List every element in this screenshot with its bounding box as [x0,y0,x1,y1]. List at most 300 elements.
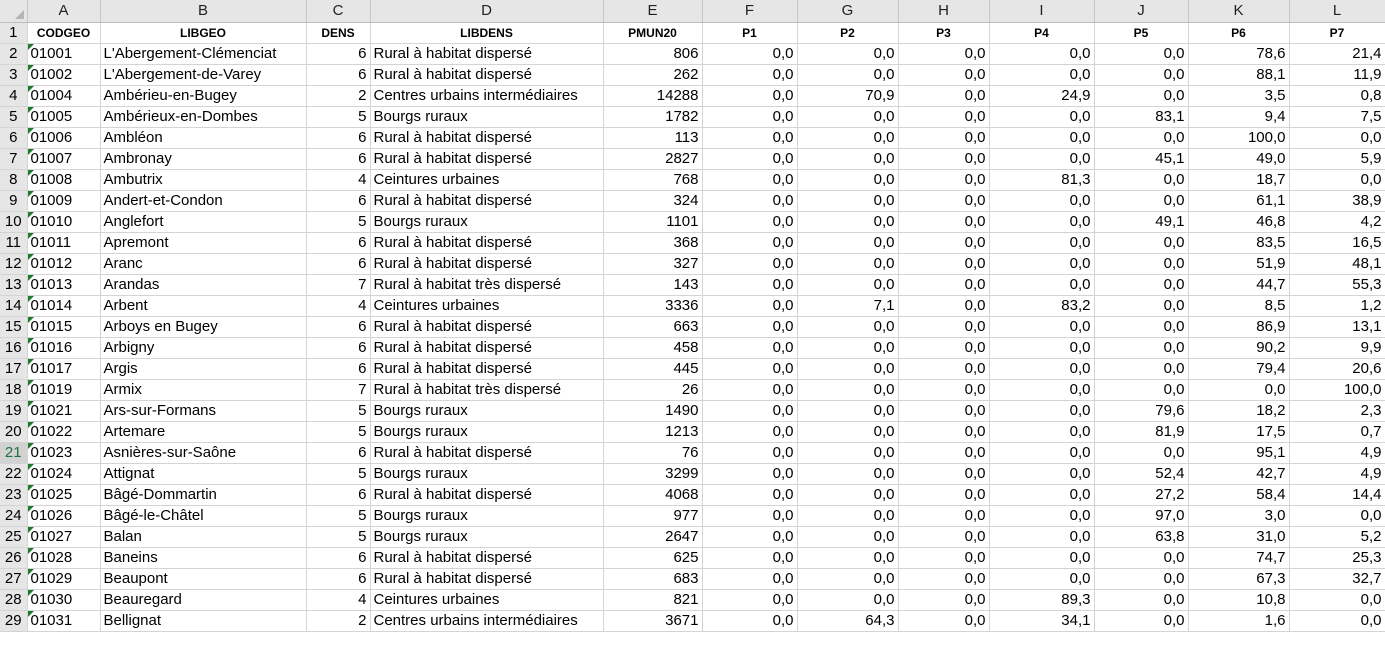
cell-dens[interactable]: 5 [306,505,370,526]
cell-libgeo[interactable]: Arboys en Bugey [100,316,306,337]
cell-p4[interactable]: 0,0 [989,484,1094,505]
cell-codgeo[interactable]: 01014 [27,295,100,316]
cell-codgeo[interactable]: 01004 [27,85,100,106]
header-cell-codgeo[interactable]: CODGEO [27,22,100,43]
cell-p2[interactable]: 0,0 [797,568,898,589]
row-header[interactable]: 24 [0,505,27,526]
cell-p3[interactable]: 0,0 [898,610,989,631]
cell-p2[interactable]: 0,0 [797,442,898,463]
header-cell-p3[interactable]: P3 [898,22,989,43]
cell-p7[interactable]: 0,0 [1289,169,1385,190]
cell-p7[interactable]: 7,5 [1289,106,1385,127]
cell-dens[interactable]: 2 [306,85,370,106]
cell-libdens[interactable]: Rural à habitat dispersé [370,127,603,148]
row-header[interactable]: 8 [0,169,27,190]
cell-p7[interactable]: 55,3 [1289,274,1385,295]
cell-dens[interactable]: 6 [306,43,370,64]
cell-p7[interactable]: 4,9 [1289,442,1385,463]
cell-p5[interactable]: 0,0 [1094,169,1188,190]
cell-p2[interactable]: 0,0 [797,190,898,211]
cell-libgeo[interactable]: Apremont [100,232,306,253]
cell-p3[interactable]: 0,0 [898,358,989,379]
row-header[interactable]: 27 [0,568,27,589]
cell-dens[interactable]: 6 [306,337,370,358]
cell-libgeo[interactable]: Asnières-sur-Saône [100,442,306,463]
cell-pmun20[interactable]: 1490 [603,400,702,421]
cell-p4[interactable]: 0,0 [989,316,1094,337]
cell-p2[interactable]: 0,0 [797,337,898,358]
cell-p7[interactable]: 0,0 [1289,589,1385,610]
cell-p7[interactable]: 16,5 [1289,232,1385,253]
cell-dens[interactable]: 5 [306,211,370,232]
cell-p4[interactable]: 83,2 [989,295,1094,316]
cell-p2[interactable]: 0,0 [797,106,898,127]
header-cell-p7[interactable]: P7 [1289,22,1385,43]
cell-p5[interactable]: 83,1 [1094,106,1188,127]
cell-p2[interactable]: 0,0 [797,64,898,85]
cell-dens[interactable]: 7 [306,274,370,295]
cell-p3[interactable]: 0,0 [898,484,989,505]
cell-libdens[interactable]: Rural à habitat dispersé [370,43,603,64]
cell-p1[interactable]: 0,0 [702,85,797,106]
cell-pmun20[interactable]: 368 [603,232,702,253]
cell-libdens[interactable]: Centres urbains intermédiaires [370,610,603,631]
cell-p6[interactable]: 42,7 [1188,463,1289,484]
cell-p1[interactable]: 0,0 [702,148,797,169]
cell-p1[interactable]: 0,0 [702,253,797,274]
cell-p3[interactable]: 0,0 [898,232,989,253]
cell-codgeo[interactable]: 01006 [27,127,100,148]
header-cell-p4[interactable]: P4 [989,22,1094,43]
cell-p3[interactable]: 0,0 [898,127,989,148]
cell-p1[interactable]: 0,0 [702,316,797,337]
cell-p4[interactable]: 0,0 [989,337,1094,358]
cell-p4[interactable]: 0,0 [989,379,1094,400]
cell-p3[interactable]: 0,0 [898,106,989,127]
cell-p1[interactable]: 0,0 [702,463,797,484]
row-header[interactable]: 14 [0,295,27,316]
cell-p4[interactable]: 0,0 [989,127,1094,148]
cell-codgeo[interactable]: 01021 [27,400,100,421]
cell-p1[interactable]: 0,0 [702,505,797,526]
cell-pmun20[interactable]: 663 [603,316,702,337]
cell-p7[interactable]: 5,2 [1289,526,1385,547]
cell-p6[interactable]: 17,5 [1188,421,1289,442]
row-header[interactable]: 20 [0,421,27,442]
column-header-d[interactable]: D [370,0,603,22]
row-header[interactable]: 23 [0,484,27,505]
cell-codgeo[interactable]: 01026 [27,505,100,526]
cell-p2[interactable]: 0,0 [797,400,898,421]
cell-libdens[interactable]: Bourgs ruraux [370,211,603,232]
cell-p3[interactable]: 0,0 [898,274,989,295]
cell-libdens[interactable]: Rural à habitat dispersé [370,253,603,274]
cell-p6[interactable]: 3,0 [1188,505,1289,526]
cell-dens[interactable]: 5 [306,106,370,127]
cell-p6[interactable]: 79,4 [1188,358,1289,379]
header-cell-p5[interactable]: P5 [1094,22,1188,43]
cell-p3[interactable]: 0,0 [898,211,989,232]
cell-p4[interactable]: 0,0 [989,526,1094,547]
row-header[interactable]: 5 [0,106,27,127]
cell-p5[interactable]: 0,0 [1094,64,1188,85]
cell-p3[interactable]: 0,0 [898,421,989,442]
cell-p4[interactable]: 0,0 [989,190,1094,211]
cell-p1[interactable]: 0,0 [702,43,797,64]
cell-p2[interactable]: 0,0 [797,211,898,232]
cell-dens[interactable]: 6 [306,484,370,505]
cell-p2[interactable]: 0,0 [797,274,898,295]
cell-libgeo[interactable]: Ambutrix [100,169,306,190]
cell-p6[interactable]: 86,9 [1188,316,1289,337]
column-header-a[interactable]: A [27,0,100,22]
cell-p7[interactable]: 25,3 [1289,547,1385,568]
cell-libgeo[interactable]: Beauregard [100,589,306,610]
row-header[interactable]: 22 [0,463,27,484]
cell-pmun20[interactable]: 113 [603,127,702,148]
cell-dens[interactable]: 6 [306,190,370,211]
cell-dens[interactable]: 5 [306,463,370,484]
cell-libdens[interactable]: Rural à habitat dispersé [370,484,603,505]
row-header[interactable]: 16 [0,337,27,358]
cell-p4[interactable]: 0,0 [989,505,1094,526]
cell-dens[interactable]: 4 [306,169,370,190]
cell-p6[interactable]: 51,9 [1188,253,1289,274]
cell-pmun20[interactable]: 445 [603,358,702,379]
cell-p2[interactable]: 0,0 [797,316,898,337]
row-header[interactable]: 1 [0,22,27,43]
cell-p1[interactable]: 0,0 [702,379,797,400]
cell-dens[interactable]: 6 [306,148,370,169]
cell-pmun20[interactable]: 977 [603,505,702,526]
cell-p7[interactable]: 0,0 [1289,610,1385,631]
cell-p5[interactable]: 0,0 [1094,358,1188,379]
cell-p6[interactable]: 1,6 [1188,610,1289,631]
row-header[interactable]: 28 [0,589,27,610]
cell-libgeo[interactable]: Attignat [100,463,306,484]
cell-p6[interactable]: 8,5 [1188,295,1289,316]
column-header-h[interactable]: H [898,0,989,22]
cell-p4[interactable]: 0,0 [989,400,1094,421]
row-header[interactable]: 19 [0,400,27,421]
cell-p2[interactable]: 0,0 [797,379,898,400]
cell-dens[interactable]: 6 [306,547,370,568]
cell-p1[interactable]: 0,0 [702,211,797,232]
cell-p6[interactable]: 31,0 [1188,526,1289,547]
cell-libgeo[interactable]: Bellignat [100,610,306,631]
row-header[interactable]: 6 [0,127,27,148]
cell-p2[interactable]: 0,0 [797,589,898,610]
cell-libgeo[interactable]: Argis [100,358,306,379]
cell-p5[interactable]: 0,0 [1094,85,1188,106]
cell-p4[interactable]: 0,0 [989,232,1094,253]
cell-p6[interactable]: 0,0 [1188,379,1289,400]
cell-libgeo[interactable]: L'Abergement-Clémenciat [100,43,306,64]
cell-p1[interactable]: 0,0 [702,274,797,295]
cell-dens[interactable]: 7 [306,379,370,400]
cell-p7[interactable]: 13,1 [1289,316,1385,337]
cell-libgeo[interactable]: L'Abergement-de-Varey [100,64,306,85]
cell-p6[interactable]: 58,4 [1188,484,1289,505]
cell-libgeo[interactable]: Artemare [100,421,306,442]
cell-p3[interactable]: 0,0 [898,43,989,64]
cell-p6[interactable]: 83,5 [1188,232,1289,253]
column-header-c[interactable]: C [306,0,370,22]
cell-libdens[interactable]: Bourgs ruraux [370,526,603,547]
row-header[interactable]: 29 [0,610,27,631]
cell-pmun20[interactable]: 2827 [603,148,702,169]
cell-p5[interactable]: 0,0 [1094,274,1188,295]
cell-libgeo[interactable]: Aranc [100,253,306,274]
cell-p6[interactable]: 49,0 [1188,148,1289,169]
cell-libdens[interactable]: Ceintures urbaines [370,589,603,610]
cell-p6[interactable]: 88,1 [1188,64,1289,85]
cell-p5[interactable]: 81,9 [1094,421,1188,442]
cell-pmun20[interactable]: 806 [603,43,702,64]
cell-p6[interactable]: 95,1 [1188,442,1289,463]
row-header[interactable]: 26 [0,547,27,568]
cell-p1[interactable]: 0,0 [702,610,797,631]
cell-libgeo[interactable]: Ambérieux-en-Dombes [100,106,306,127]
cell-codgeo[interactable]: 01011 [27,232,100,253]
cell-dens[interactable]: 4 [306,589,370,610]
row-header[interactable]: 21 [0,442,27,463]
cell-p3[interactable]: 0,0 [898,253,989,274]
row-header[interactable]: 15 [0,316,27,337]
cell-libdens[interactable]: Rural à habitat dispersé [370,232,603,253]
cell-p3[interactable]: 0,0 [898,400,989,421]
row-header[interactable]: 18 [0,379,27,400]
header-cell-p2[interactable]: P2 [797,22,898,43]
cell-p5[interactable]: 0,0 [1094,379,1188,400]
cell-pmun20[interactable]: 143 [603,274,702,295]
cell-libdens[interactable]: Rural à habitat dispersé [370,547,603,568]
cell-p1[interactable]: 0,0 [702,295,797,316]
cell-pmun20[interactable]: 1213 [603,421,702,442]
cell-p4[interactable]: 0,0 [989,421,1094,442]
cell-libdens[interactable]: Rural à habitat très dispersé [370,274,603,295]
cell-pmun20[interactable]: 4068 [603,484,702,505]
row-header[interactable]: 3 [0,64,27,85]
cell-pmun20[interactable]: 2647 [603,526,702,547]
cell-pmun20[interactable]: 768 [603,169,702,190]
cell-libdens[interactable]: Rural à habitat dispersé [370,148,603,169]
row-header[interactable]: 17 [0,358,27,379]
cell-p4[interactable]: 0,0 [989,547,1094,568]
cell-p1[interactable]: 0,0 [702,358,797,379]
cell-pmun20[interactable]: 1101 [603,211,702,232]
cell-p2[interactable]: 0,0 [797,463,898,484]
cell-codgeo[interactable]: 01002 [27,64,100,85]
cell-libdens[interactable]: Bourgs ruraux [370,106,603,127]
cell-p7[interactable]: 0,0 [1289,505,1385,526]
cell-p1[interactable]: 0,0 [702,589,797,610]
row-header[interactable]: 2 [0,43,27,64]
cell-dens[interactable]: 6 [306,232,370,253]
cell-p5[interactable]: 0,0 [1094,295,1188,316]
cell-p1[interactable]: 0,0 [702,400,797,421]
cell-pmun20[interactable]: 14288 [603,85,702,106]
cell-libdens[interactable]: Rural à habitat dispersé [370,337,603,358]
select-all-corner[interactable] [0,0,27,22]
cell-p2[interactable]: 0,0 [797,547,898,568]
cell-libdens[interactable]: Bourgs ruraux [370,463,603,484]
cell-p5[interactable]: 0,0 [1094,127,1188,148]
cell-p4[interactable]: 0,0 [989,274,1094,295]
cell-p2[interactable]: 0,0 [797,253,898,274]
cell-p4[interactable]: 0,0 [989,442,1094,463]
cell-p1[interactable]: 0,0 [702,337,797,358]
cell-p2[interactable]: 0,0 [797,505,898,526]
cell-codgeo[interactable]: 01024 [27,463,100,484]
cell-codgeo[interactable]: 01005 [27,106,100,127]
cell-p7[interactable]: 21,4 [1289,43,1385,64]
cell-p5[interactable]: 0,0 [1094,316,1188,337]
cell-codgeo[interactable]: 01027 [27,526,100,547]
cell-libgeo[interactable]: Arbigny [100,337,306,358]
cell-p7[interactable]: 11,9 [1289,64,1385,85]
cell-dens[interactable]: 5 [306,526,370,547]
cell-p2[interactable]: 0,0 [797,526,898,547]
cell-p2[interactable]: 70,9 [797,85,898,106]
cell-pmun20[interactable]: 625 [603,547,702,568]
column-header-g[interactable]: G [797,0,898,22]
cell-codgeo[interactable]: 01028 [27,547,100,568]
cell-p1[interactable]: 0,0 [702,106,797,127]
cell-libdens[interactable]: Bourgs ruraux [370,421,603,442]
cell-pmun20[interactable]: 76 [603,442,702,463]
row-header[interactable]: 25 [0,526,27,547]
cell-p7[interactable]: 4,9 [1289,463,1385,484]
cell-dens[interactable]: 4 [306,295,370,316]
cell-codgeo[interactable]: 01013 [27,274,100,295]
header-cell-libgeo[interactable]: LIBGEO [100,22,306,43]
cell-p7[interactable]: 38,9 [1289,190,1385,211]
cell-p1[interactable]: 0,0 [702,526,797,547]
cell-p2[interactable]: 0,0 [797,421,898,442]
cell-p6[interactable]: 3,5 [1188,85,1289,106]
cell-pmun20[interactable]: 262 [603,64,702,85]
cell-p7[interactable]: 48,1 [1289,253,1385,274]
cell-p1[interactable]: 0,0 [702,442,797,463]
cell-p4[interactable]: 0,0 [989,106,1094,127]
cell-pmun20[interactable]: 3671 [603,610,702,631]
cell-libgeo[interactable]: Ambérieu-en-Bugey [100,85,306,106]
cell-p2[interactable]: 64,3 [797,610,898,631]
cell-p3[interactable]: 0,0 [898,442,989,463]
cell-dens[interactable]: 6 [306,64,370,85]
cell-pmun20[interactable]: 3299 [603,463,702,484]
header-cell-libdens[interactable]: LIBDENS [370,22,603,43]
cell-dens[interactable]: 6 [306,358,370,379]
cell-libgeo[interactable]: Ars-sur-Formans [100,400,306,421]
cell-libgeo[interactable]: Ambronay [100,148,306,169]
column-header-f[interactable]: F [702,0,797,22]
cell-p1[interactable]: 0,0 [702,169,797,190]
cell-p4[interactable]: 0,0 [989,463,1094,484]
cell-libdens[interactable]: Bourgs ruraux [370,400,603,421]
cell-p3[interactable]: 0,0 [898,190,989,211]
cell-p7[interactable]: 20,6 [1289,358,1385,379]
cell-codgeo[interactable]: 01016 [27,337,100,358]
cell-libdens[interactable]: Rural à habitat dispersé [370,190,603,211]
cell-dens[interactable]: 2 [306,610,370,631]
cell-libdens[interactable]: Rural à habitat dispersé [370,568,603,589]
cell-libgeo[interactable]: Balan [100,526,306,547]
cell-p5[interactable]: 0,0 [1094,547,1188,568]
header-cell-pmun20[interactable]: PMUN20 [603,22,702,43]
cell-p3[interactable]: 0,0 [898,463,989,484]
cell-codgeo[interactable]: 01019 [27,379,100,400]
cell-p5[interactable]: 0,0 [1094,232,1188,253]
cell-codgeo[interactable]: 01015 [27,316,100,337]
cell-p3[interactable]: 0,0 [898,148,989,169]
cell-libdens[interactable]: Ceintures urbaines [370,169,603,190]
cell-p2[interactable]: 0,0 [797,358,898,379]
cell-p4[interactable]: 24,9 [989,85,1094,106]
row-header[interactable]: 9 [0,190,27,211]
cell-p3[interactable]: 0,0 [898,169,989,190]
column-header-j[interactable]: J [1094,0,1188,22]
column-header-k[interactable]: K [1188,0,1289,22]
cell-pmun20[interactable]: 26 [603,379,702,400]
row-header[interactable]: 11 [0,232,27,253]
cell-dens[interactable]: 6 [306,568,370,589]
cell-p2[interactable]: 0,0 [797,127,898,148]
cell-p4[interactable]: 0,0 [989,211,1094,232]
cell-p5[interactable]: 45,1 [1094,148,1188,169]
cell-p7[interactable]: 2,3 [1289,400,1385,421]
cell-p1[interactable]: 0,0 [702,64,797,85]
cell-p5[interactable]: 79,6 [1094,400,1188,421]
cell-libgeo[interactable]: Ambléon [100,127,306,148]
cell-pmun20[interactable]: 458 [603,337,702,358]
cell-p6[interactable]: 44,7 [1188,274,1289,295]
cell-libgeo[interactable]: Bâgé-le-Châtel [100,505,306,526]
cell-p2[interactable]: 0,0 [797,169,898,190]
cell-p6[interactable]: 90,2 [1188,337,1289,358]
row-header[interactable]: 10 [0,211,27,232]
cell-p3[interactable]: 0,0 [898,379,989,400]
cell-p5[interactable]: 0,0 [1094,253,1188,274]
cell-codgeo[interactable]: 01031 [27,610,100,631]
cell-p2[interactable]: 0,0 [797,484,898,505]
cell-p1[interactable]: 0,0 [702,484,797,505]
cell-p1[interactable]: 0,0 [702,547,797,568]
cell-dens[interactable]: 6 [306,316,370,337]
cell-p4[interactable]: 0,0 [989,358,1094,379]
cell-p5[interactable]: 0,0 [1094,190,1188,211]
cell-libdens[interactable]: Centres urbains intermédiaires [370,85,603,106]
cell-dens[interactable]: 5 [306,421,370,442]
cell-libdens[interactable]: Rural à habitat dispersé [370,316,603,337]
cell-libgeo[interactable]: Armix [100,379,306,400]
cell-libdens[interactable]: Rural à habitat dispersé [370,64,603,85]
cell-libdens[interactable]: Bourgs ruraux [370,505,603,526]
cell-codgeo[interactable]: 01025 [27,484,100,505]
cell-p1[interactable]: 0,0 [702,190,797,211]
cell-libdens[interactable]: Rural à habitat très dispersé [370,379,603,400]
cell-p7[interactable]: 14,4 [1289,484,1385,505]
cell-pmun20[interactable]: 327 [603,253,702,274]
cell-dens[interactable]: 6 [306,442,370,463]
cell-p5[interactable]: 63,8 [1094,526,1188,547]
cell-dens[interactable]: 6 [306,253,370,274]
cell-dens[interactable]: 5 [306,400,370,421]
cell-p7[interactable]: 1,2 [1289,295,1385,316]
cell-p1[interactable]: 0,0 [702,127,797,148]
cell-p3[interactable]: 0,0 [898,547,989,568]
